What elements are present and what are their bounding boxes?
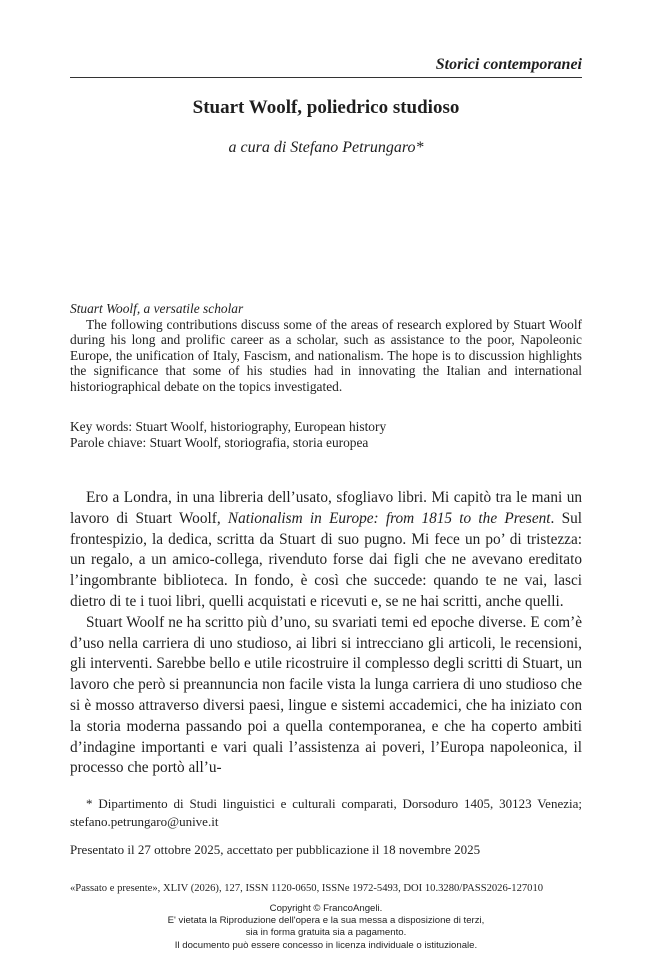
keywords-english: Key words: Stuart Woolf, historiography, European history bbox=[70, 419, 387, 434]
keywords bbox=[70, 419, 582, 450]
header-rule bbox=[70, 77, 582, 78]
footnote-affiliation: * Dipartimento di Studi linguistici e culturali comparati, Dorsoduro 1405, 30123 Venezia; stefano.petrungaro@unive.it bbox=[70, 796, 582, 829]
copyright-line-4: Il documento può essere concesso in licenza individuale o istituzionale. bbox=[174, 939, 478, 951]
body-paragraph-1 bbox=[70, 488, 582, 613]
keywords-italian: Parole chiave: Stuart Woolf, storiografia, storia europea bbox=[70, 434, 369, 450]
abstract-text: The following contributions discuss some of the areas of research explored by Stuart Woolf during his long and prolific career as a scholar, such as assistance to the poor, Napoleonic Europe, the unification of Italy, Fascism, and nationalism. The hope is to discussion highlights the significance that some of his studies had in innovating the Italian and international historiographical debate on the topics investigated. bbox=[70, 316, 582, 394]
article-title: Stuart Woolf, poliedrico studioso bbox=[192, 97, 460, 118]
article-author: a cura di Stefano Petrungaro* bbox=[228, 139, 424, 156]
copyright-line-2: E' vietata la Riproduzione dell'opera e la sua messa a disposizione di terzi, bbox=[167, 915, 485, 927]
book-title: Nationalism in Europe: from 1815 to the Present bbox=[227, 509, 551, 527]
body-paragraph-1-part-b: . Sul frontespizio, la dedica, scritta da Stuart di suo pugno. Mi fece un po’ di tristezza: un regalo, a un amico-collega, rivenduto forse dai figli che ne avevano ereditato l’ingombrante biblioteca. In fondo, è così che succede: quando te ne vai, lasci dietro di te i tuoi libri, quelli acquistati e ricevuti e, se ne hai scritti, anche quelli. bbox=[70, 509, 582, 610]
journal-citation: «Passato e presente», XLIV (2026), 127, ISSN 1120-0650, ISSNe 1972-5493, DOI 10.3280/PASS2026-127010 bbox=[70, 883, 544, 894]
body-paragraph-2: Stuart Woolf ne ha scritto più d’uno, su svariati temi ed epoche diverse. E com’è d’uso nella carriera di uno studioso, ai libri si intrecciano gli articoli, le recensioni, gli interventi. Sarebbe bello e utile ricostruire il complesso degli scritti di Stuart, un lavoro che però si preannuncia non facile vista la lunga carriera di uno studioso che si è mosso attraverso diversi paesi, lingue e sistemi accademici, che ha iniziato con la storia moderna passando poi a quella contemporanea, e che ha coperto ambiti d’indagine importanti e vari quali l’assistenza ai poveri, l’Europa napoleonica, il processo che portò all’u- bbox=[70, 613, 582, 777]
body-paragraph-1-part-a: Ero a Londra, in una libreria dell’usato, sfogliavo libri. Mi capitò tra le mani un lavoro di Stuart Woolf, bbox=[70, 489, 582, 527]
abstract-title: Stuart Woolf, a versatile scholar bbox=[70, 301, 244, 316]
submission-dates: Presentato il 27 ottobre 2025, accettato per pubblicazione il 18 novembre 2025 bbox=[70, 842, 481, 857]
copyright-line-3: sia in forma gratuita sia a pagamento. bbox=[245, 927, 407, 939]
copyright-line-1: Copyright © FrancoAngeli. bbox=[269, 903, 383, 914]
footnote bbox=[70, 795, 582, 859]
section-title: Storici contemporanei bbox=[435, 56, 582, 73]
abstract bbox=[70, 301, 582, 394]
article-body bbox=[70, 488, 582, 779]
copyright-notice bbox=[70, 903, 582, 952]
